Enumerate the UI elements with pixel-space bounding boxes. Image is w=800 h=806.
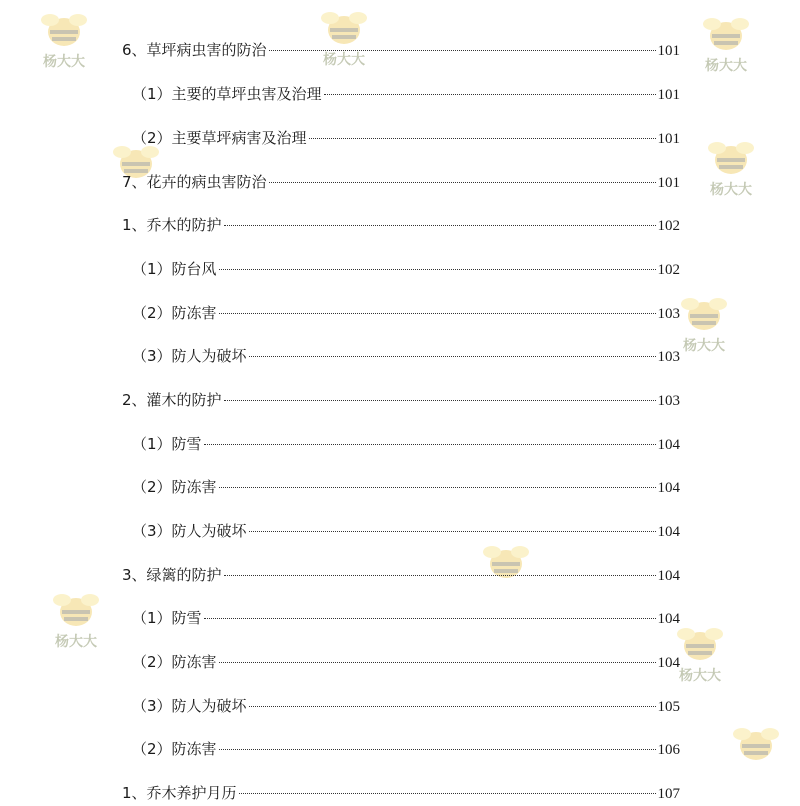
toc-dot-leader bbox=[219, 662, 656, 663]
watermark-logo-text: 杨大大 bbox=[679, 668, 721, 684]
toc-entry[interactable] bbox=[132, 257, 680, 281]
toc-entry-page: 101 bbox=[657, 131, 680, 147]
toc-entry-page: 104 bbox=[657, 480, 680, 496]
watermark-logo-text: 杨大大 bbox=[705, 58, 747, 74]
toc-entry-title: （2）防冻害 bbox=[132, 478, 217, 496]
toc-entry[interactable] bbox=[122, 563, 680, 587]
toc-entry-title: （3）防人为破坏 bbox=[132, 347, 247, 365]
toc-entry-page: 101 bbox=[657, 43, 680, 59]
toc-entry-page: 103 bbox=[657, 393, 680, 409]
toc-dot-leader bbox=[219, 313, 656, 314]
toc-dot-leader bbox=[324, 94, 656, 95]
toc-dot-leader bbox=[219, 269, 656, 270]
toc-entry-page: 101 bbox=[657, 175, 680, 191]
toc-entry-page: 104 bbox=[657, 568, 680, 584]
toc-entry[interactable] bbox=[132, 737, 680, 761]
toc-entry-page: 103 bbox=[657, 306, 680, 322]
toc-dot-leader bbox=[309, 138, 656, 139]
toc-entry-title: （2）主要草坪病害及治理 bbox=[132, 129, 307, 147]
toc-entry-title: 1、乔木的防护 bbox=[122, 216, 222, 234]
toc-entry[interactable] bbox=[122, 781, 680, 805]
toc-dot-leader bbox=[249, 356, 656, 357]
toc-entry-title: （1）防雪 bbox=[132, 609, 202, 627]
toc-entry[interactable] bbox=[132, 126, 680, 150]
toc-entry[interactable] bbox=[132, 82, 680, 106]
toc-entry-title: 7、花卉的病虫害防治 bbox=[122, 173, 267, 191]
toc-entry-page: 104 bbox=[657, 437, 680, 453]
toc-dot-leader bbox=[204, 618, 656, 619]
toc-entry-title: 1、乔木养护月历 bbox=[122, 784, 237, 802]
toc-entry-page: 102 bbox=[657, 218, 680, 234]
watermark-logo-text: 杨大大 bbox=[683, 338, 725, 354]
toc-entry[interactable] bbox=[122, 170, 680, 194]
toc-entry-title: 2、灌木的防护 bbox=[122, 391, 222, 409]
toc-entry[interactable] bbox=[122, 213, 680, 237]
toc-entry-page: 105 bbox=[657, 699, 680, 715]
toc-entry-title: 3、绿篱的防护 bbox=[122, 566, 222, 584]
toc-dot-leader bbox=[219, 487, 656, 488]
toc-dot-leader bbox=[219, 749, 656, 750]
toc-entry[interactable] bbox=[132, 475, 680, 499]
toc-entry-title: （1）主要的草坪虫害及治理 bbox=[132, 85, 322, 103]
watermark-logo-text: 杨大大 bbox=[323, 52, 365, 68]
toc-entry[interactable] bbox=[132, 301, 680, 325]
toc-entry-page: 104 bbox=[657, 611, 680, 627]
toc-entry-page: 106 bbox=[657, 742, 680, 758]
toc-dot-leader bbox=[224, 400, 656, 401]
toc-entry-page: 103 bbox=[657, 349, 680, 365]
toc-entry-title: （1）防雪 bbox=[132, 435, 202, 453]
toc-dot-leader bbox=[239, 793, 656, 794]
toc-entry[interactable] bbox=[132, 650, 680, 674]
watermark-logo-text: 杨大大 bbox=[43, 54, 85, 70]
toc-entry-title: （2）防冻害 bbox=[132, 740, 217, 758]
toc-entry[interactable] bbox=[132, 606, 680, 630]
toc-entry-page: 107 bbox=[657, 786, 680, 802]
toc-entry[interactable] bbox=[132, 694, 680, 718]
watermark-logo-text: 杨大大 bbox=[710, 182, 752, 198]
toc-entry[interactable] bbox=[122, 388, 680, 412]
toc-entry-title: （3）防人为破坏 bbox=[132, 697, 247, 715]
toc-dot-leader bbox=[249, 706, 656, 707]
watermark-logo-text: 杨大大 bbox=[55, 634, 97, 650]
toc-dot-leader bbox=[269, 182, 656, 183]
toc-entry-title: 6、草坪病虫害的防治 bbox=[122, 41, 267, 59]
toc-dot-leader bbox=[269, 50, 656, 51]
toc-dot-leader bbox=[249, 531, 656, 532]
toc-entry-title: （2）防冻害 bbox=[132, 304, 217, 322]
toc-entry[interactable] bbox=[122, 38, 680, 62]
toc-entry-title: （3）防人为破坏 bbox=[132, 522, 247, 540]
toc-entry[interactable] bbox=[132, 344, 680, 368]
toc-dot-leader bbox=[224, 225, 656, 226]
toc-entry-title: （1）防台风 bbox=[132, 260, 217, 278]
toc-entry-title: （2）防冻害 bbox=[132, 653, 217, 671]
toc-dot-leader bbox=[224, 575, 656, 576]
toc-entry-page: 104 bbox=[657, 655, 680, 671]
toc-entry[interactable] bbox=[132, 519, 680, 543]
toc-entry-page: 102 bbox=[657, 262, 680, 278]
toc-entry-page: 101 bbox=[657, 87, 680, 103]
toc-dot-leader bbox=[204, 444, 656, 445]
toc-entry[interactable] bbox=[132, 432, 680, 456]
toc-entry-page: 104 bbox=[657, 524, 680, 540]
